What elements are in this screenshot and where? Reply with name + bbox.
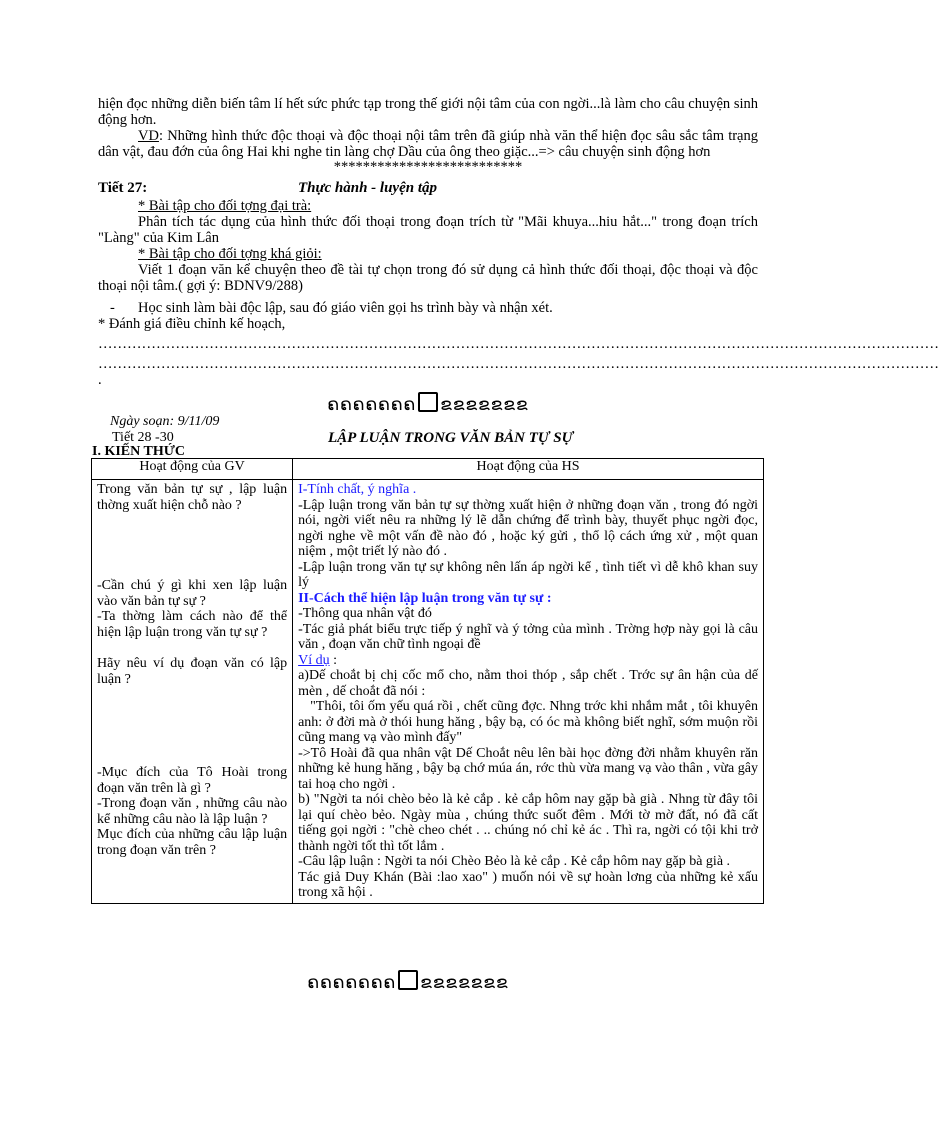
quote-text: "Thôi, tôi ốm yếu quá rồi , chết cũng đợc. Nhng trớc khi nhắm mắt , tôi khuyên anh: ở đời mà ở thói hung hăng , bậy bạ, có óc mà không biết nghĩ, sớm muộn rồi cũng mang vạ vào mình đấy" bbox=[298, 699, 758, 745]
activity-table bbox=[91, 458, 764, 904]
exercise-1-heading: * Bài tập cho đối tợng đại trà: bbox=[138, 198, 312, 214]
teacher-question: -Ta thờng làm cách nào để thể hiện lập luận trong văn tự sự ? bbox=[97, 609, 288, 640]
teacher-question: Trong văn bản tự sự , lập luận thờng xuất hiện chỗ nào ? bbox=[97, 482, 288, 513]
paragraph: hiện đọc những diễn biến tâm lí hết sức phức tạp trong thế giới nội tâm của con ngời...là làm cho câu chuyện sinh động hơn. bbox=[98, 96, 758, 128]
exercise-2-heading: * Bài tập cho đối tợng khá giỏi: bbox=[138, 246, 322, 262]
lesson-27-header bbox=[98, 178, 758, 198]
answer-text: b) "Ngời ta nói chèo bẻo là kẻ cắp . kẻ cắp hôm nay gặp bà già . Nhng từ đây tôi lại quí chèo bẻo. Ngày mùa , chúng thức suốt đêm . Mới tờ mờ đất, nó đã cất tiếng gọi ngời : "chè cheo chét . .. chúng nó chỉ kẻ ác . Thì ra, ngời có tội khi trở thành ngời tốt thì tốt lắm . bbox=[298, 792, 758, 854]
section-title: I. KIẾN THỨC bbox=[92, 444, 185, 459]
prep-date: Ngày soạn: 9/11/09 bbox=[110, 414, 220, 429]
star-separator: ************************** bbox=[333, 159, 523, 175]
dotted-line: ………………………………………………………………………………………………………………………………………………………… bbox=[98, 336, 939, 352]
page-body bbox=[92, 96, 939, 464]
assessment-label: * Đánh giá điều chỉnh kế hoạch, bbox=[98, 316, 286, 332]
teacher-question: -Mục đích của Tô Hoài trong đoạn văn trên là gì ? bbox=[97, 765, 288, 796]
answer-text: -Thông qua nhân vật đó bbox=[298, 606, 432, 621]
table-header-row bbox=[92, 459, 764, 480]
table-row bbox=[92, 480, 764, 904]
teacher-question: -Cần chú ý gì khi xen lập luận vào văn bản tự sự ? bbox=[97, 578, 288, 609]
example-label: VD bbox=[138, 128, 159, 144]
task-item: - Học sinh làm bài độc lập, sau đó giáo viên gọi hs trình bày và nhận xét. bbox=[110, 300, 553, 316]
answer-text: -Tác giả phát biểu trực tiếp ý nghĩ và ý tởng của mình . Trờng hợp này gọi là câu văn , đoạn văn chữ tình ngoại đề bbox=[298, 621, 758, 652]
student-column-header: Hoạt động của HS bbox=[293, 459, 764, 480]
teacher-column-header: Hoạt động của GV bbox=[92, 459, 293, 480]
section-heading: I-Tính chất, ý nghĩa . bbox=[298, 482, 417, 497]
book-icon bbox=[398, 970, 418, 990]
answer-text: -Lập luận trong văn tự sự không nên lấn áp ngời kể , tình tiết vì dễ khô khan suy lý bbox=[298, 559, 758, 590]
example-text: : Những hình thức độc thoại và độc thoại nội tâm trên đã giúp nhà văn thể hiện đọc sâu sắc tâm trạng dân vật, đau đớn của ông Hai khi nghe tin làng chợ Dầu của ông theo giặc...=> câu chuyện sinh động hơn bbox=[98, 128, 758, 160]
student-activities bbox=[293, 480, 764, 904]
section-heading: II-Cách thể hiện lập luận trong văn tự sự : bbox=[298, 590, 552, 606]
example-label: Ví dụ : bbox=[298, 652, 337, 668]
dot-end: . bbox=[98, 372, 102, 388]
lesson-27-label: Tiết 27: bbox=[98, 180, 148, 196]
lesson-number: Tiết 28 -30 bbox=[112, 430, 174, 445]
exercise-1-text: Phân tích tác dụng của hình thức đối thoại trong đoạn trích từ "Mãi khuya...hiu hắt..." trong đoạn trích "Làng" của Kim Lân bbox=[98, 214, 758, 246]
teacher-question: -Trong đoạn văn , những câu nào kể những câu nào là lập luận ? bbox=[97, 796, 288, 827]
lesson-meta bbox=[92, 414, 758, 464]
answer-text: Tác giả Duy Khán (Bài :lao xao" ) muốn nói về sự hoàn lơng của những kẻ xấu trong xã hội . bbox=[298, 869, 758, 900]
answer-text: ->Tô Hoài đã qua nhân vật Dế Choắt nêu lên bài học đờng đời nhằm khuyên răn những kẻ hung hăng , bậy bạ chớ múa án, rớc thù vừa mang vạ vào thân , vừa gây tai hoạ cho ngời . bbox=[298, 745, 758, 792]
teacher-question: Hãy nêu ví dụ đoạn văn có lập luận ? bbox=[97, 656, 288, 687]
ornament-divider: ຄຄຄຄຄຄຄ ຂຂຂຂຂຂຂ bbox=[0, 970, 816, 992]
ornament-divider: ຄຄຄຄຄຄຄ ຂຂຂຂຂຂຂ bbox=[98, 392, 758, 414]
teacher-activities bbox=[92, 480, 293, 904]
exercise-2-text: Viết 1 đoạn văn kể chuyện theo đề tài tự chọn trong đó sử dụng cả hình thức đối thoại, độc thoại và độc thoại nội tâm.( gợi ý: BDNV9/288) bbox=[98, 262, 758, 294]
paragraph bbox=[98, 128, 758, 160]
answer-text: -Câu lập luận : Ngời ta nói Chèo Bẻo là kẻ cắp . Kẻ cắp hôm nay gặp bà già . bbox=[298, 854, 731, 869]
answer-text: -Lập luận trong văn bản tự sự thờng xuất hiện ở những đoạn văn , trong đó ngời nói, ngời viết nêu ra những lý lẽ dẫn chứng để trình bày, thuyết phục ngời đọc, ngời nghe về một vấn đề nào đó , hoặc ký gửi , thổ lộ cách ứng xử , một quan niệm , một triết lý nào đó . bbox=[298, 497, 758, 559]
teacher-question: Mục đích của những câu lập luận trong đoạn văn trên ? bbox=[97, 827, 288, 858]
lesson-heading: LẬP LUẬN TRONG VĂN BẢN TỰ SỰ bbox=[328, 430, 574, 446]
dotted-line: ………………………………………………………………………………………………………………………………………………………… bbox=[98, 356, 939, 372]
book-icon bbox=[418, 392, 438, 412]
lesson-27-title: Thực hành - luyện tập bbox=[298, 180, 438, 196]
answer-text: a)Dế choắt bị chị cốc mổ cho, nằm thoi thóp , sắp chết . Trớc sự ân hận của dế mèn , dế choắt đã nói : bbox=[298, 668, 758, 699]
